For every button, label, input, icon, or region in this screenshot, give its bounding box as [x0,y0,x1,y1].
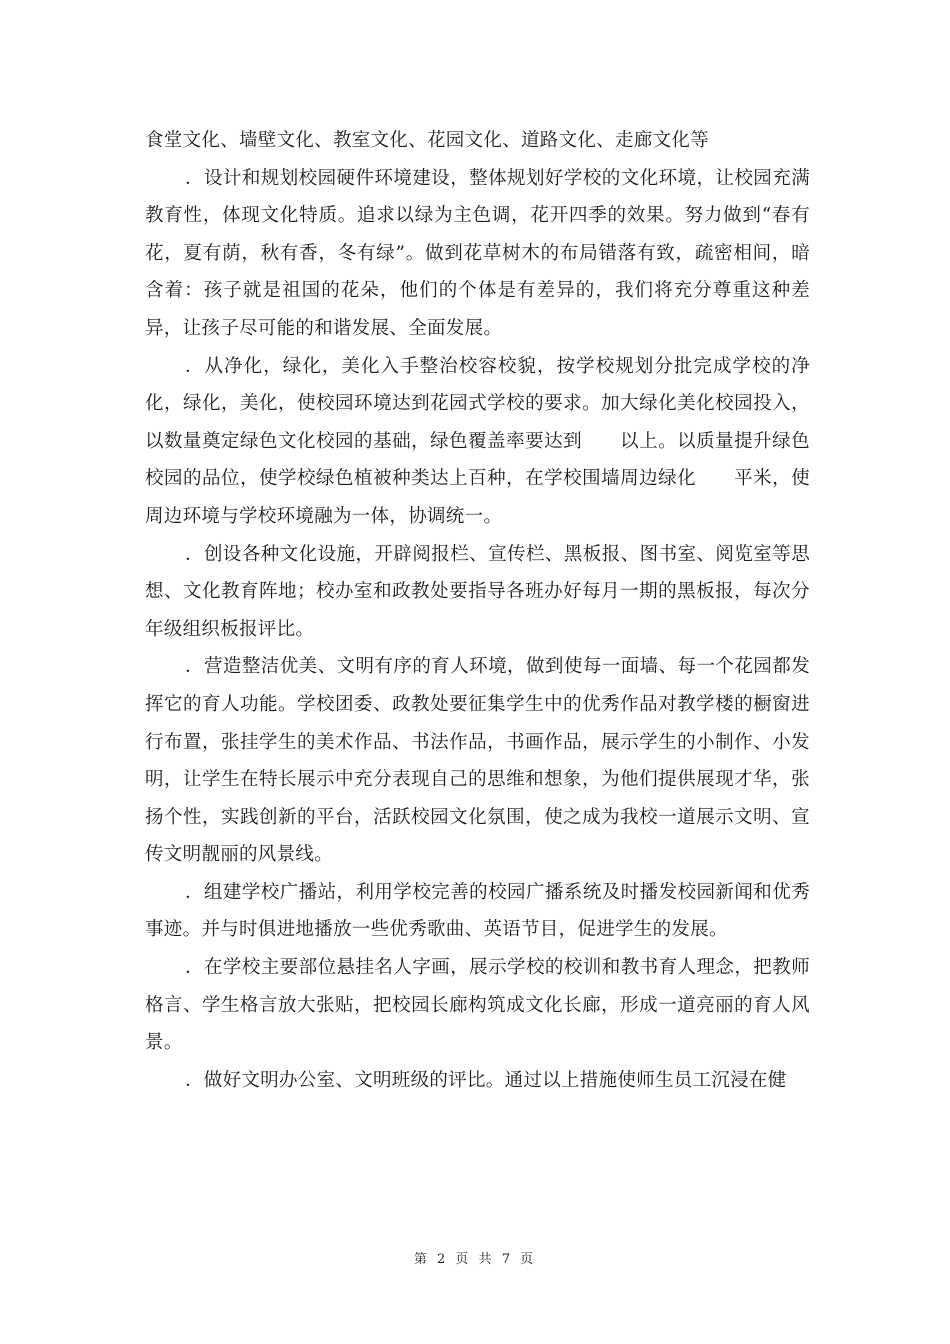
paragraph-1: 食堂文化、墙壁文化、教室文化、花园文化、道路文化、走廊文化等 [145,130,710,151]
paragraph-7: ．在学校主要部位悬挂名人字画，展示学校的校训和教书育人理念，把教师格言、学生格言放大张贴，把校园长廊构筑成文化长廊，形成一道亮丽的育人风景。 [145,957,810,1054]
page-footer: 第 2 页 共 7 页 [413,1252,537,1267]
document-body [145,122,810,1099]
paragraph-8: ．做好文明办公室、文明班级的评比。通过以上措施使师生员工沉浸在健 [185,1069,787,1091]
paragraph-4: ．创设各种文化设施，开辟阅报栏、宣传栏、黑板报、图书室、阅览室等思想、文化教育阵地；校办室和政教处要指导各班办好每月一期的黑板报，每次分年级组织板报评比。 [145,543,810,640]
paragraph-5: ．营造整洁优美、文明有序的育人环境，做到使每一面墙、每一个花园都发挥它的育人功能。学校团委、政教处要征集学生中的优秀作品对教学楼的橱窗进行布置，张挂学生的美术作品、书法作品，书画作品，展示学生的小制作、小发明，让学生在特长展示中充分表现自己的思维和想象，为他们提供展现才华，张扬个性，实践创新的平台，活跃校园文化氛围，使之成为我校一道展示文明、宣传文明靓丽的风景线。 [145,656,810,866]
paragraph-6: ．组建学校广播站，利用学校完善的校园广播系统及时播发校园新闻和优秀事迹。并与时俱进地播放一些优秀歌曲、英语节目，促进学生的发展。 [145,881,810,941]
paragraph-2: ．设计和规划校园硬件环境建设，整体规划好学校的文化环境，让校园充满教育性，体现文化特质。追求以绿为主色调，花开四季的效果。努力做到“春有花，夏有荫，秋有香，冬有绿”。做到花草树木的布局错落有致，疏密相间，暗含着：孩子就是祖国的花朵，他们的个体是有差异的，我们将充分尊重这种差异，让孩子尽可能的和谐发展、全面发展。 [145,167,810,339]
paragraph-3: ．从净化，绿化，美化入手整治校容校貌，按学校规划分批完成学校的净化，绿化，美化，使校园环境达到花园式学校的要求。加大绿化美化校园投入，以数量奠定绿色文化校园的基础，绿色覆盖率要达到 以上。以质量提升绿色校园的品位，使学校绿色植被种类达上百种，在学校围墙周边绿化 平米，使周边环境与学校环境融为一体，协调统一。 [145,355,810,527]
